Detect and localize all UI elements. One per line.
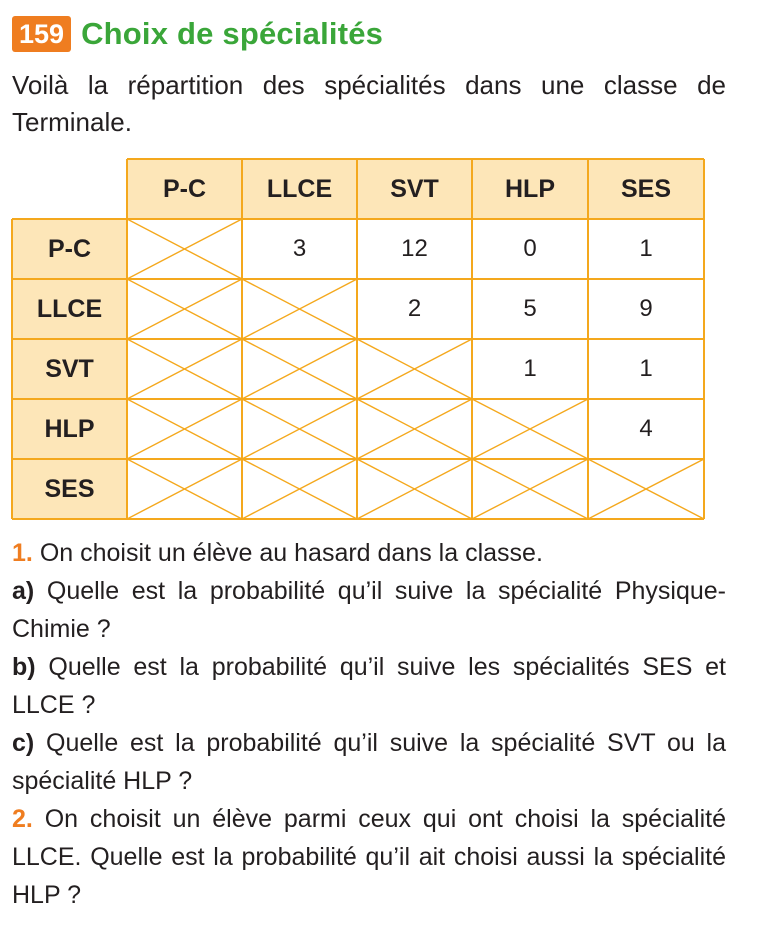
crossed-cell [127, 399, 242, 459]
value-cell: 4 [588, 399, 704, 459]
column-header-svt: SVT [357, 159, 472, 219]
column-header-hlp: HLP [472, 159, 588, 219]
crossed-cell [127, 339, 242, 399]
questions-block [12, 534, 726, 914]
value-cell: 1 [588, 339, 704, 399]
question-1 [12, 534, 726, 572]
column-header-p-c: P-C [127, 159, 242, 219]
exercise-number-badge: 159 [12, 16, 71, 52]
question-1b-text: Quelle est la probabilité qu’il suive les spécialités SES et LLCE ? [12, 653, 726, 719]
question-1c-letter: c) [12, 729, 35, 757]
question-1b [12, 648, 726, 724]
crossed-cell [127, 459, 242, 519]
intro-text: Voilà la répartition des spécialités dans une classe de Terminale. [12, 70, 726, 137]
crossed-cell [242, 459, 357, 519]
value-cell: 1 [588, 219, 704, 279]
value-cell: 2 [357, 279, 472, 339]
exercise-title: Choix de spécialités [81, 16, 384, 51]
row-header-p-c: P-C [12, 219, 127, 279]
crossed-cell [357, 399, 472, 459]
question-2-text: On choisit un élève parmi ceux qui ont choisi la spécialité LLCE. Quelle est la probabilité qu’il ait choisi aussi la spécialité HLP ? [12, 805, 726, 909]
question-1-text: On choisit un élève au hasard dans la classe. [39, 539, 543, 567]
exercise-header [12, 14, 383, 54]
question-1a-text: Quelle est la probabilité qu’il suive la spécialité Physique-Chimie ? [12, 577, 726, 643]
specialties-table [12, 159, 704, 519]
crossed-cell [127, 219, 242, 279]
question-1c [12, 724, 726, 800]
value-cell: 5 [472, 279, 588, 339]
crossed-cell [472, 399, 588, 459]
question-1-number: 1. [12, 539, 33, 567]
crossed-cell [127, 279, 242, 339]
crossed-cell [357, 339, 472, 399]
question-1b-letter: b) [12, 653, 36, 681]
row-header-llce: LLCE [12, 279, 127, 339]
value-cell: 1 [472, 339, 588, 399]
question-2 [12, 800, 726, 914]
crossed-cell [588, 459, 704, 519]
crossed-cell [242, 279, 357, 339]
crossed-cell [357, 459, 472, 519]
value-cell: 9 [588, 279, 704, 339]
value-cell: 3 [242, 219, 357, 279]
row-header-hlp: HLP [12, 399, 127, 459]
crossed-cell [242, 399, 357, 459]
column-header-llce: LLCE [242, 159, 357, 219]
row-header-ses: SES [12, 459, 127, 519]
value-cell: 0 [472, 219, 588, 279]
crossed-cell [242, 339, 357, 399]
question-1a [12, 572, 726, 648]
crossed-cell [472, 459, 588, 519]
column-header-ses: SES [588, 159, 704, 219]
value-cell: 12 [357, 219, 472, 279]
row-header-svt: SVT [12, 339, 127, 399]
question-1c-text: Quelle est la probabilité qu’il suive la spécialité SVT ou la spécialité HLP ? [12, 729, 726, 795]
question-1a-letter: a) [12, 577, 35, 605]
question-2-number: 2. [12, 805, 33, 833]
